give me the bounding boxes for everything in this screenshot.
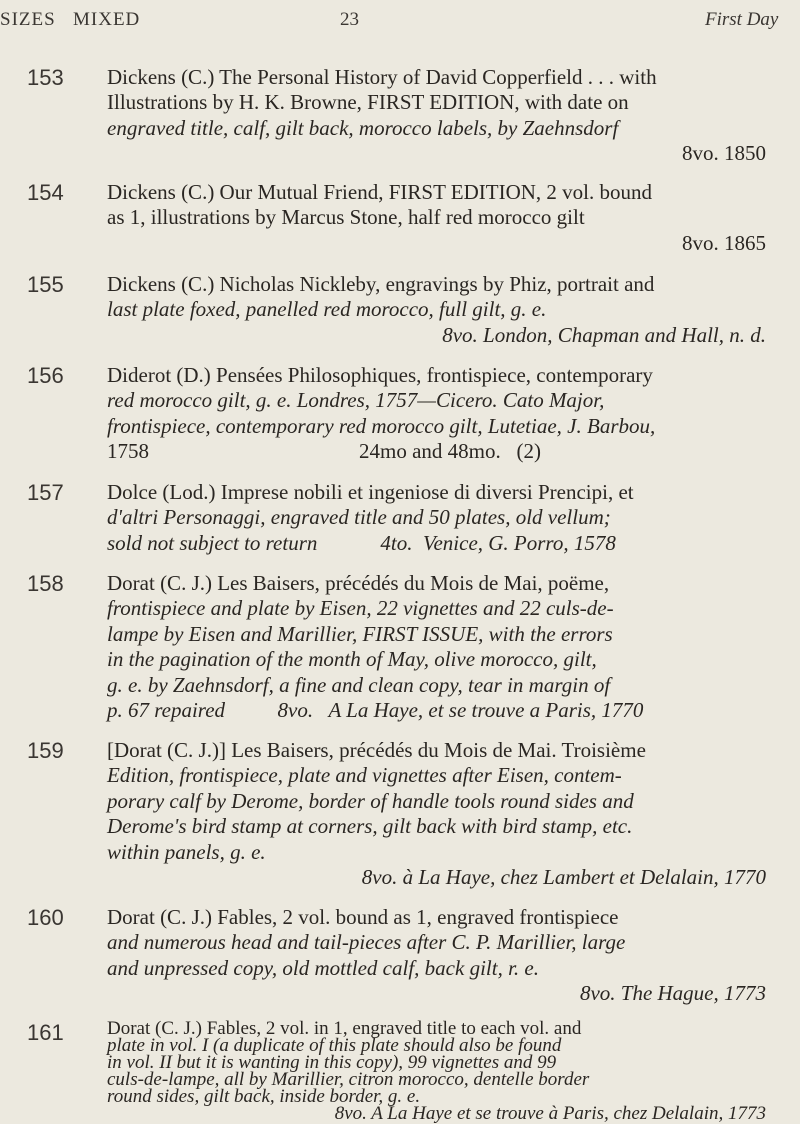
lot-line: lampe by Eisen and Marillier, FIRST ISSUE, with the errors <box>107 621 613 646</box>
lot-imprint: 8vo. 1850 <box>682 141 766 166</box>
lot-line: Dorat (C. J.) Fables, 2 vol. bound as 1, engraved frontispiece <box>107 905 619 929</box>
lot-line: porary calf by Derome, border of handle tools round sides and <box>107 788 634 813</box>
lot-line: within panels, g. e. <box>107 839 266 864</box>
lot-description <box>107 1020 772 1122</box>
lot-line: Dorat (C. J.) Fables, 2 vol. in 1, engraved title to each vol. and <box>107 1018 582 1039</box>
lot-line: last plate foxed, panelled red morocco, full gilt, g. e. <box>107 297 547 322</box>
lot-description <box>107 363 772 465</box>
lot-line: and unpressed copy, old mottled calf, back gilt, r. e. <box>107 955 539 980</box>
lot-line: red morocco gilt, g. e. Londres, 1757—Cicero. Cato Major, <box>107 388 605 413</box>
lot-number: 158 <box>27 571 64 596</box>
lot-number: 155 <box>27 272 64 297</box>
lot-number: 153 <box>27 65 64 90</box>
lot-line: frontispiece, contemporary red morocco gilt, Lutetiae, J. Barbou, <box>107 413 656 438</box>
lot-line: frontispiece and plate by Eisen, 22 vignettes and 22 culs-de- <box>107 596 614 621</box>
lot-number: 154 <box>27 180 64 205</box>
lot-imprint: 8vo. London, Chapman and Hall, n. d. <box>442 322 766 347</box>
lot-line: engraved title, calf, gilt back, morocco labels, by Zaehnsdorf <box>107 115 619 140</box>
lot-line: culs-de-lampe, all by Marillier, citron morocco, dentelle border <box>107 1069 590 1090</box>
lot-imprint: 8vo. 1865 <box>682 230 766 255</box>
page-number: 23 <box>340 9 359 30</box>
lot-description <box>107 180 772 256</box>
lot-description <box>107 272 772 348</box>
lot-line: p. 67 repaired 8vo. A La Haye, et se trouve a Paris, 1770 <box>107 698 644 723</box>
lot-line: Dickens (C.) Our Mutual Friend, FIRST EDITION, 2 vol. bound <box>107 180 652 204</box>
lot-line: Derome's bird stamp at corners, gilt back with bird stamp, etc. <box>107 814 633 839</box>
lot-line: d'altri Personaggi, engraved title and 50 plates, old vellum; <box>107 505 611 530</box>
lot-number: 161 <box>27 1020 64 1045</box>
lot-number: 156 <box>27 363 64 388</box>
lot-description <box>107 480 772 556</box>
lot-line: Edition, frontispiece, plate and vignettes after Eisen, contem- <box>107 763 622 788</box>
lot-imprint: 8vo. The Hague, 1773 <box>579 981 766 1006</box>
lot-number: 160 <box>27 905 64 930</box>
lot-line: in vol. II but it is wanting in this copy), 99 vignettes and 99 <box>107 1052 557 1073</box>
lot-line: Dolce (Lod.) Imprese nobili et ingeniose di diversi Prencipi, et <box>107 480 634 504</box>
lot-line: Dickens (C.) Nicholas Nickleby, engravings by Phiz, portrait and <box>107 272 655 296</box>
lot-line: [Dorat (C. J.)] Les Baisers, précédés du Mois de Mai. Troisième <box>107 738 646 762</box>
lot-line: sold not subject to return 4to. Venice, G. Porro, 1578 <box>107 530 616 555</box>
lot-line: Dorat (C. J.) Les Baisers, précédés du Mois de Mai, poëme, <box>107 571 610 595</box>
lot-line: Illustrations by H. K. Browne, FIRST EDITION, with date on <box>107 90 629 115</box>
lot-line: Diderot (D.) Pensées Philosophiques, frontispiece, contemporary <box>107 363 653 387</box>
lot-line: in the pagination of the month of May, olive morocco, gilt, <box>107 647 597 672</box>
lot-number: 159 <box>27 738 64 763</box>
lot-description <box>107 905 772 1007</box>
lot-line: round sides, gilt back, inside border, g. e. <box>107 1086 421 1107</box>
lot-line: and numerous head and tail-pieces after C. P. Marillier, large <box>107 930 626 955</box>
lot-line: g. e. by Zaehnsdorf, a fine and clean copy, tear in margin of <box>107 672 611 697</box>
lot-description <box>107 738 772 890</box>
lot-line: 1758 24mo and 48mo. (2) <box>107 439 541 464</box>
lot-description <box>107 65 772 167</box>
page-header <box>0 9 800 39</box>
lot-imprint: 8vo. à La Haye, chez Lambert et Delalain, 1770 <box>361 865 766 890</box>
header-sizes: SIZES <box>0 9 56 30</box>
header-mixed: MIXED <box>73 9 141 30</box>
lot-number: 157 <box>27 480 64 505</box>
header-day: First Day <box>705 9 779 30</box>
lot-description <box>107 571 772 723</box>
lot-line: as 1, illustrations by Marcus Stone, half red morocco gilt <box>107 205 585 230</box>
lot-imprint: 8vo. A La Haye et se trouve à Paris, chez Delalain, 1773 <box>334 1103 766 1124</box>
lot-line: Dickens (C.) The Personal History of David Copperfield . . . with <box>107 65 657 89</box>
lot-line: plate in vol. I (a duplicate of this plate should also be found <box>107 1035 562 1056</box>
